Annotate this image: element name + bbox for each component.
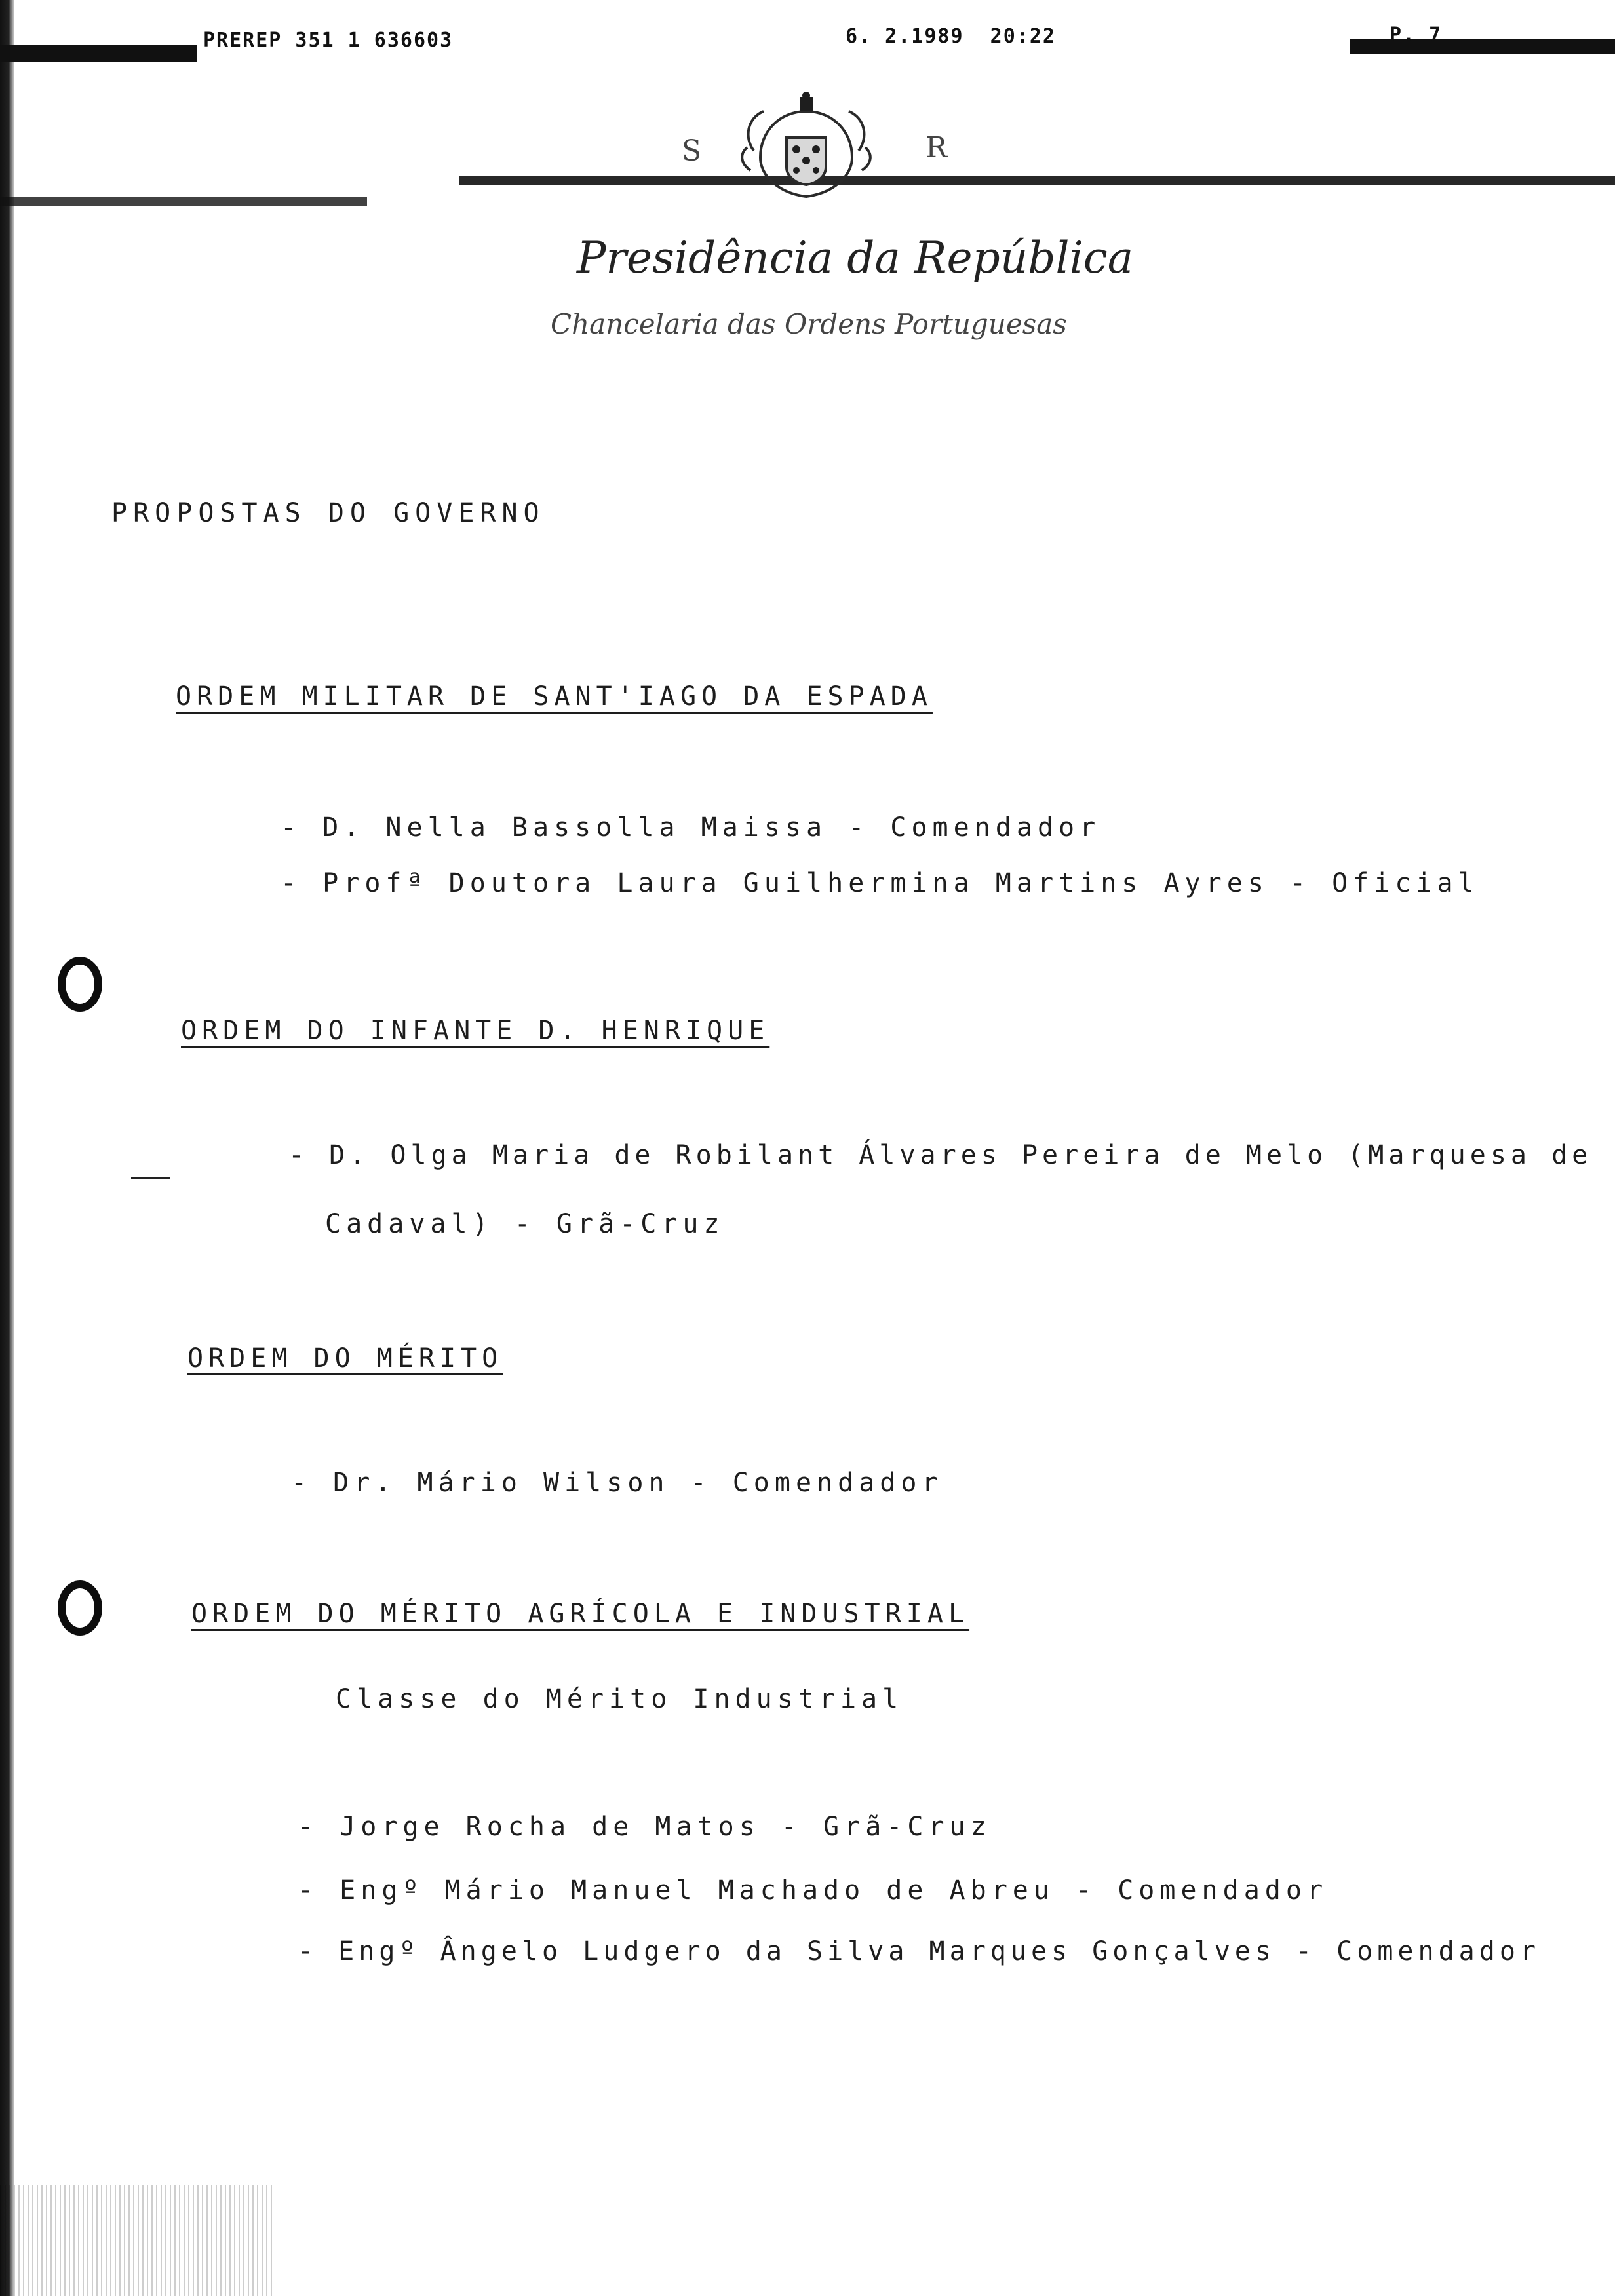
fax-date-time: 6. 2.1989 20:22 bbox=[846, 25, 1056, 48]
fax-band-middle bbox=[459, 176, 1615, 185]
fax-band-left-shoulder bbox=[0, 197, 367, 206]
punch-hole-upper bbox=[58, 957, 102, 1012]
entry-infante-1: - D. Olga Maria de Robilant Álvares Pereira de Melo (Marquesa de bbox=[288, 1140, 1593, 1170]
section-heading-merito: ORDEM DO MÉRITO bbox=[187, 1343, 503, 1373]
entry-agricola-1: - Jorge Rocha de Matos - Grã-Cruz bbox=[298, 1812, 992, 1842]
fax-band-top-left bbox=[0, 45, 197, 62]
entry-sant-iago-1: - D. Nella Bassolla Maissa - Comendador bbox=[281, 813, 1101, 843]
fax-page-number: P. 7 bbox=[1390, 24, 1443, 47]
punch-hole-lower bbox=[58, 1580, 102, 1636]
margin-tick bbox=[131, 1177, 170, 1179]
letterhead-department: Chancelaria das Ordens Portuguesas bbox=[551, 308, 1067, 340]
entry-infante-2: Cadaval) - Grã-Cruz bbox=[325, 1209, 725, 1239]
document-title: PROPOSTAS DO GOVERNO bbox=[111, 498, 545, 528]
section-heading-infante: ORDEM DO INFANTE D. HENRIQUE bbox=[181, 1016, 770, 1046]
section-heading-agricola-industrial: ORDEM DO MÉRITO AGRÍCOLA E INDUSTRIAL bbox=[191, 1599, 970, 1629]
scan-noise bbox=[0, 2185, 275, 2296]
letterhead-right-letter: R bbox=[925, 131, 948, 164]
entry-agricola-3: - Engº Ângelo Ludgero da Silva Marques Gonçalves - Comendador bbox=[298, 1936, 1541, 1966]
fax-sender-line: PREREP 351 1 636603 bbox=[203, 29, 454, 52]
coat-of-arms-emblem bbox=[734, 92, 878, 203]
letterhead-institution: Presidência da República bbox=[577, 233, 1134, 283]
entry-merito-1: - Dr. Mário Wilson - Comendador bbox=[291, 1468, 943, 1498]
subheading-merito-industrial: Classe do Mérito Industrial bbox=[336, 1684, 904, 1714]
section-heading-sant-iago: ORDEM MILITAR DE SANT'IAGO DA ESPADA bbox=[176, 681, 933, 712]
entry-sant-iago-2: - Profª Doutora Laura Guilhermina Martins Ayres - Oficial bbox=[281, 868, 1479, 898]
scan-edge-shadow bbox=[0, 0, 14, 2296]
letterhead-left-letter: S bbox=[682, 134, 702, 168]
entry-agricola-2: - Engº Mário Manuel Machado de Abreu - Comendador bbox=[298, 1875, 1329, 1905]
